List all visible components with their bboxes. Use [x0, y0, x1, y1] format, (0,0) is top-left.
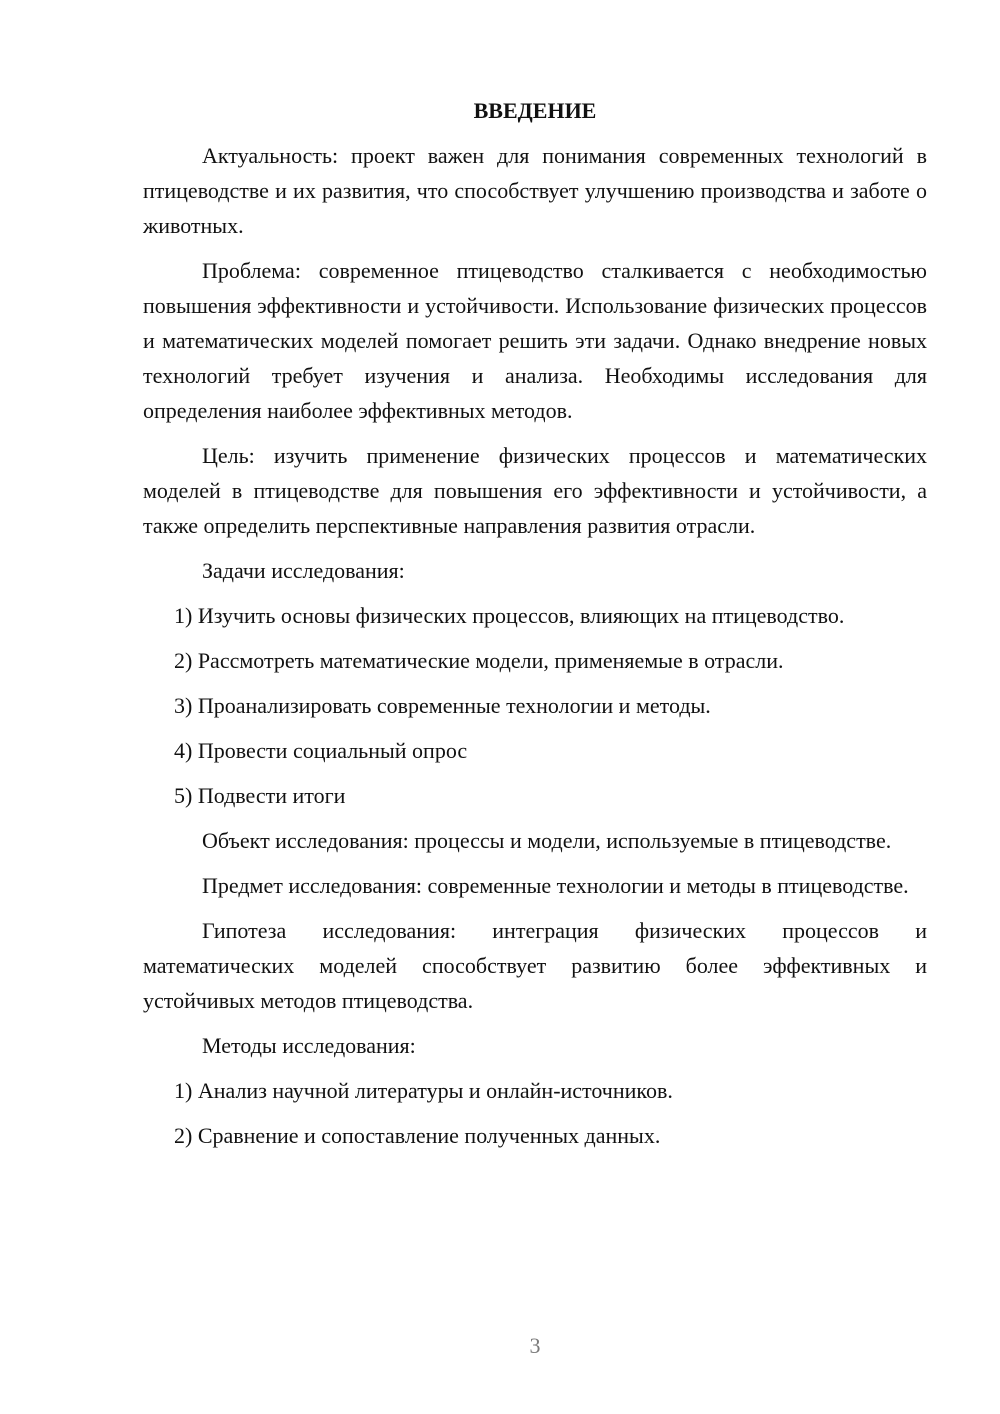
hypothesis-paragraph: Гипотеза исследования: интеграция физических процессов и математических моделей способствует развитию более эффективных и устойчивых методов птицеводства.: [143, 918, 927, 1013]
task-item: 5) Подвести итоги: [174, 783, 346, 808]
methods-title: Методы исследования:: [202, 1033, 416, 1058]
task-item: 2) Рассмотреть математические модели, применяемые в отрасли.: [174, 648, 784, 673]
method-item: 2) Сравнение и сопоставление полученных данных.: [174, 1123, 661, 1148]
methods-list: [143, 1073, 927, 1153]
relevance-paragraph: Актуальность: проект важен для понимания современных технологий в птицеводстве и их развития, что способствует улучшению производства и заботе о животных.: [143, 143, 927, 238]
page-number: 3: [529, 1333, 541, 1358]
tasks-list: [143, 598, 927, 813]
subject-paragraph: Предмет исследования: современные технологии и методы в птицеводстве.: [202, 873, 909, 898]
task-item: 4) Провести социальный опрос: [174, 738, 468, 763]
method-item: 1) Анализ научной литературы и онлайн-источников.: [174, 1078, 673, 1103]
object-paragraph: Объект исследования: процессы и модели, используемые в птицеводстве.: [202, 828, 892, 853]
problem-paragraph: Проблема: современное птицеводство сталкивается с необходимостью повышения эффективности и устойчивости. Использование физических процессов и математических моделей помогает решить эти задачи. Однако внедрение новых технологий требует изучения и анализа. Необходимы исследования для определения наиболее эффективных методов.: [143, 258, 927, 423]
section-heading: ВВЕДЕНИЕ: [473, 98, 597, 123]
task-item: 3) Проанализировать современные технологии и методы.: [174, 693, 711, 718]
tasks-title: Задачи исследования:: [202, 558, 405, 583]
goal-paragraph: Цель: изучить применение физических процессов и математических моделей в птицеводстве для повышения его эффективности и устойчивости, а также определить перспективные направления развития отрасли.: [143, 443, 927, 538]
page-content: [143, 93, 927, 1163]
task-item: 1) Изучить основы физических процессов, влияющих на птицеводство.: [174, 603, 845, 628]
